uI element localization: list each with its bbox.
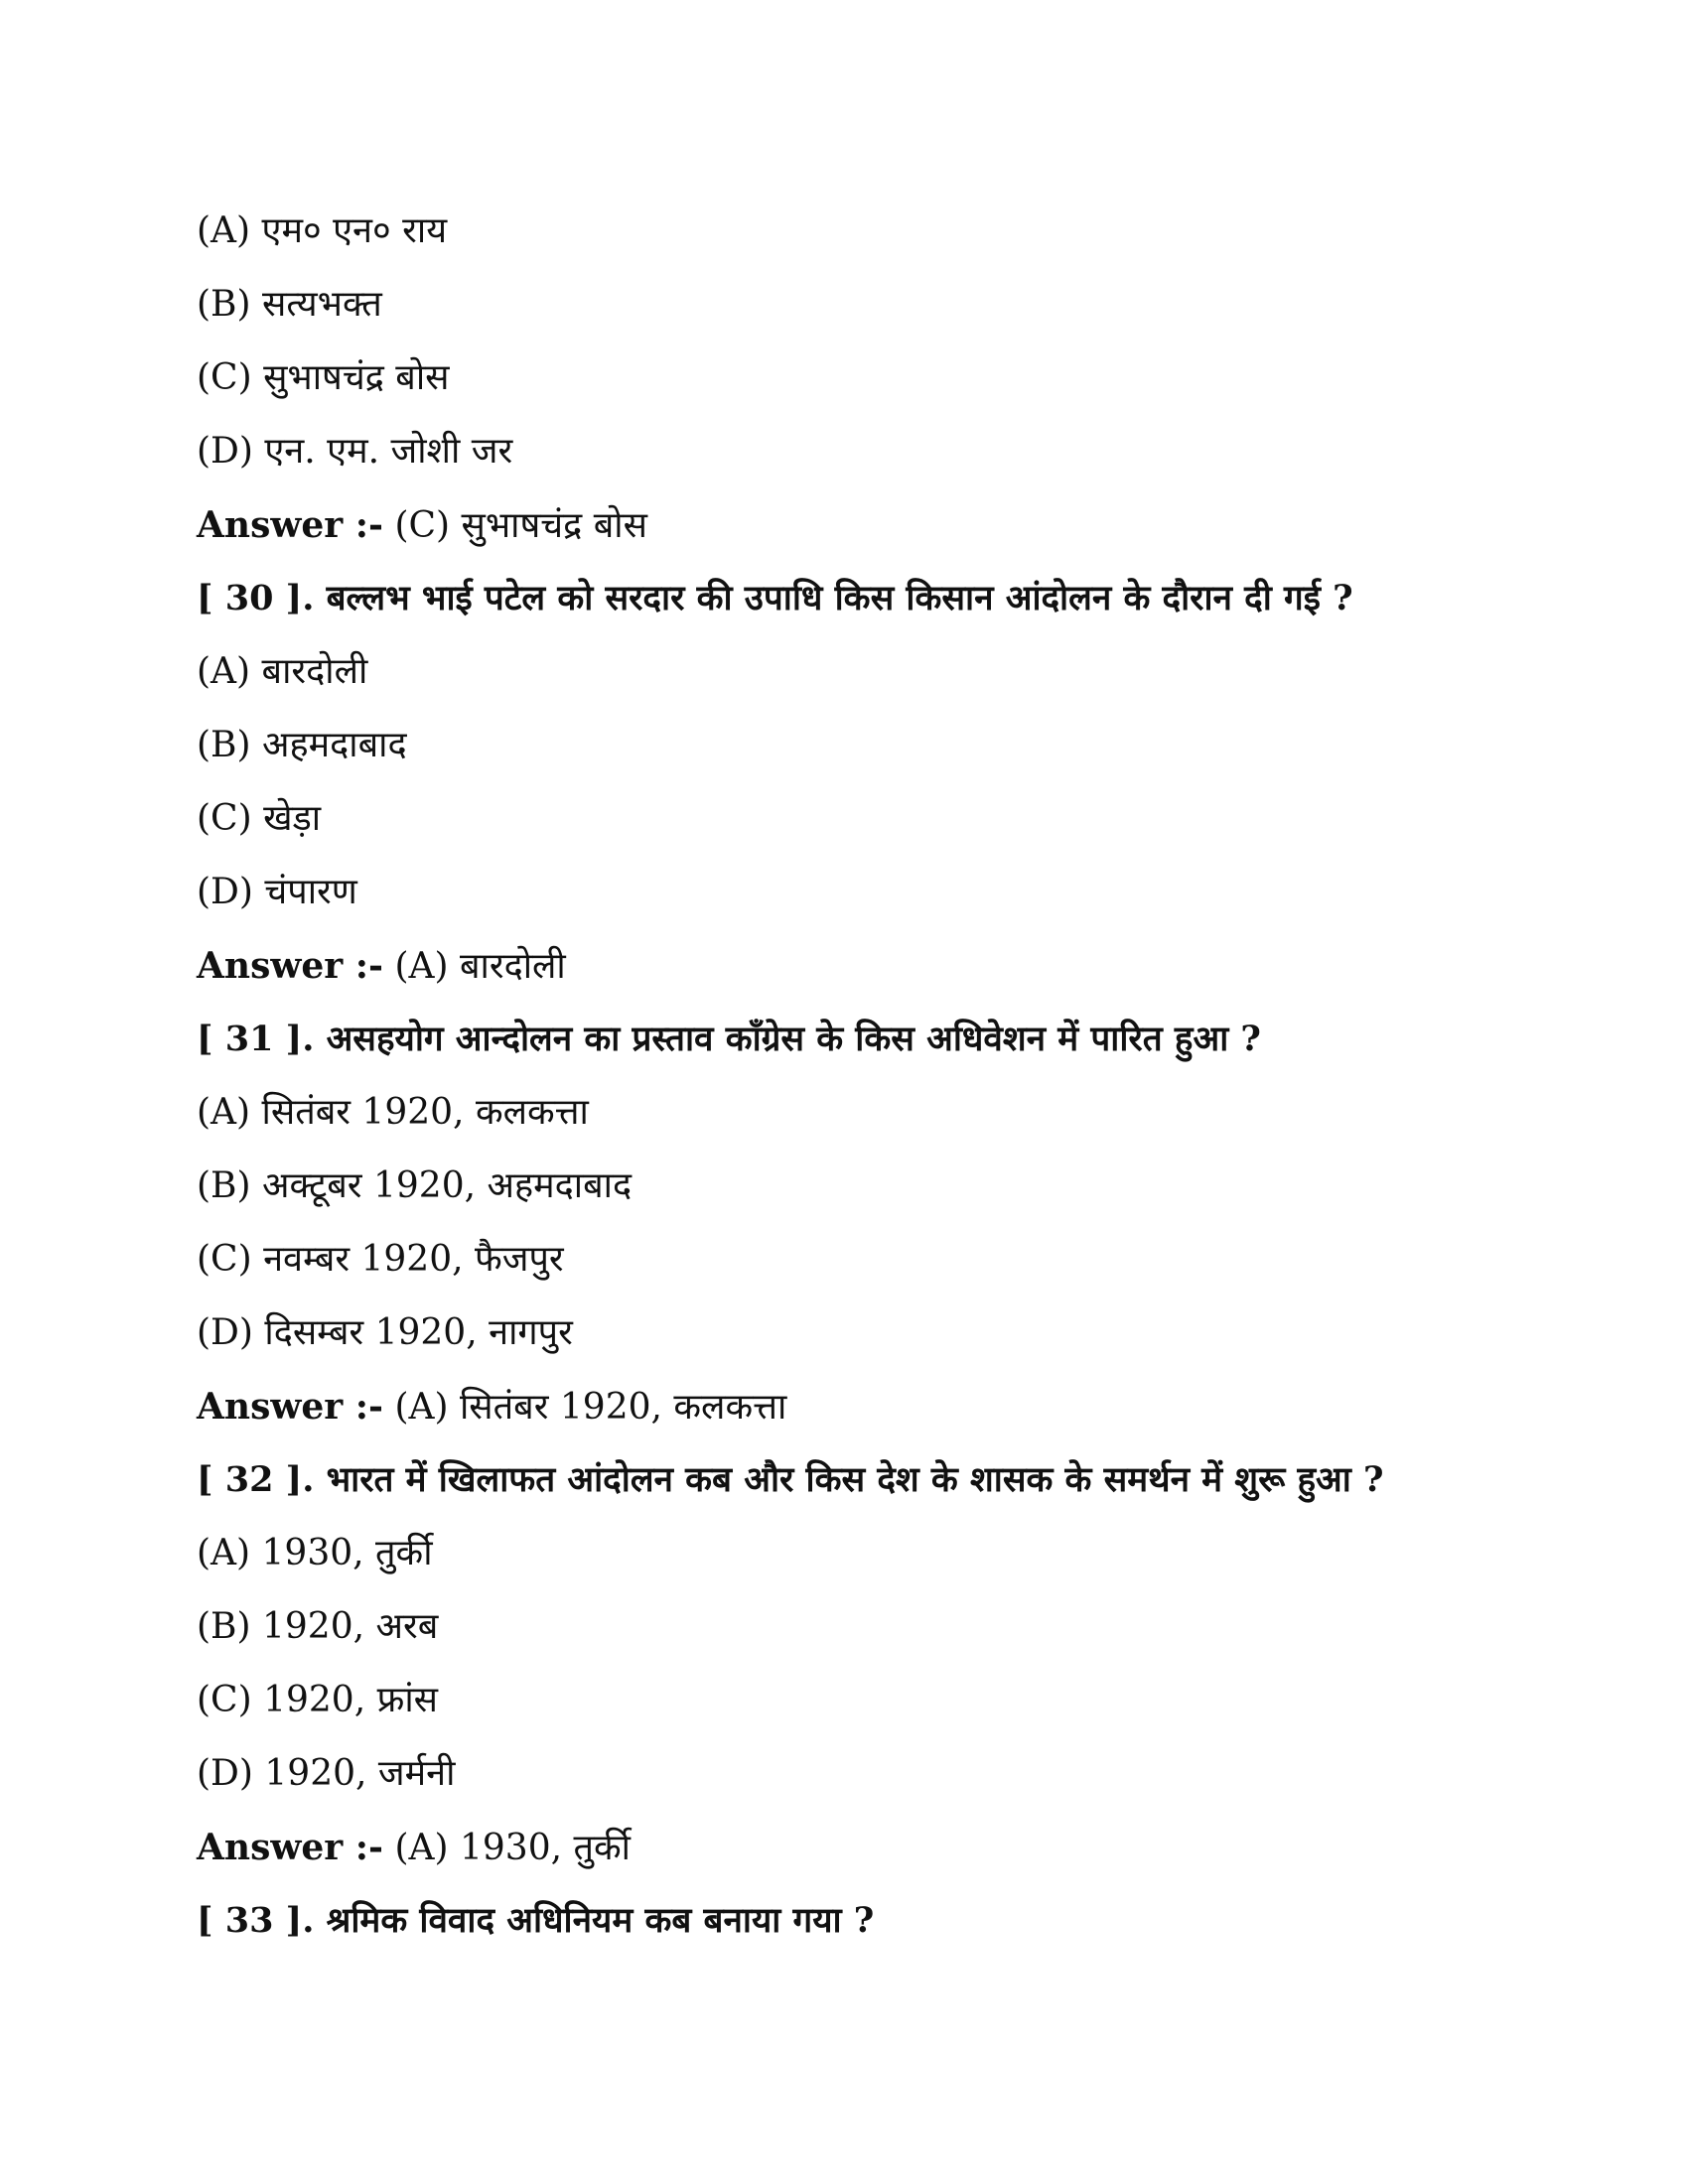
question-31: [ 31 ]. असहयोग आन्दोलन का प्रस्ताव काँग्रेस के किस अधिवेशन में पारित हुआ ? xyxy=(197,1019,1261,1059)
option-b: (B) अहमदाबाद xyxy=(197,725,407,765)
option-b: (B) सत्यभक्त xyxy=(197,284,382,325)
option-b: (B) 1920, अरब xyxy=(197,1606,439,1647)
answer-label: Answer :- xyxy=(197,1827,383,1868)
option-a: (A) 1930, तुर्की xyxy=(197,1533,433,1573)
option-c: (C) 1920, फ्रांस xyxy=(197,1680,438,1720)
option-d: (D) दिसम्बर 1920, नागपुर xyxy=(197,1312,573,1353)
question-33: [ 33 ]. श्रमिक विवाद अधिनियम कब बनाया गया ? xyxy=(197,1900,875,1941)
option-b: (B) अक्टूबर 1920, अहमदाबाद xyxy=(197,1165,633,1206)
answer-label: Answer :- xyxy=(197,945,383,987)
answer-label: Answer :- xyxy=(197,1386,383,1428)
answer-text: (A) बारदोली xyxy=(394,946,566,987)
option-c: (C) खेड़ा xyxy=(197,798,322,839)
option-d: (D) 1920, जर्मनी xyxy=(197,1753,456,1794)
option-c: (C) नवम्बर 1920, फैजपुर xyxy=(197,1239,564,1280)
answer-line xyxy=(197,488,1567,562)
option-c: (C) सुभाषचंद्र बोस xyxy=(197,357,450,398)
answer-text: (C) सुभाषचंद्र बोस xyxy=(394,505,647,546)
option-a: (A) बारदोली xyxy=(197,651,368,692)
answer-line xyxy=(197,1370,1567,1443)
document-page xyxy=(197,195,1567,1958)
option-a: (A) सितंबर 1920, कलकत्ता xyxy=(197,1092,589,1133)
option-d: (D) एन. एम. जोशी जर xyxy=(197,431,513,472)
answer-text: (A) 1930, तुर्की xyxy=(394,1828,631,1868)
question-32: [ 32 ]. भारत में खिलाफत आंदोलन कब और किस देश के शासक के समर्थन में शुरू हुआ ? xyxy=(197,1459,1384,1500)
answer-line xyxy=(197,929,1567,1003)
option-a: (A) एम० एन० राय xyxy=(197,210,448,251)
answer-label: Answer :- xyxy=(197,504,383,546)
answer-line xyxy=(197,1811,1567,1884)
answer-text: (A) सितंबर 1920, कलकत्ता xyxy=(394,1387,787,1428)
question-30: [ 30 ]. बल्लभ भाई पटेल को सरदार की उपाधि किस किसान आंदोलन के दौरान दी गई ? xyxy=(197,578,1353,618)
option-d: (D) चंपारण xyxy=(197,872,357,912)
